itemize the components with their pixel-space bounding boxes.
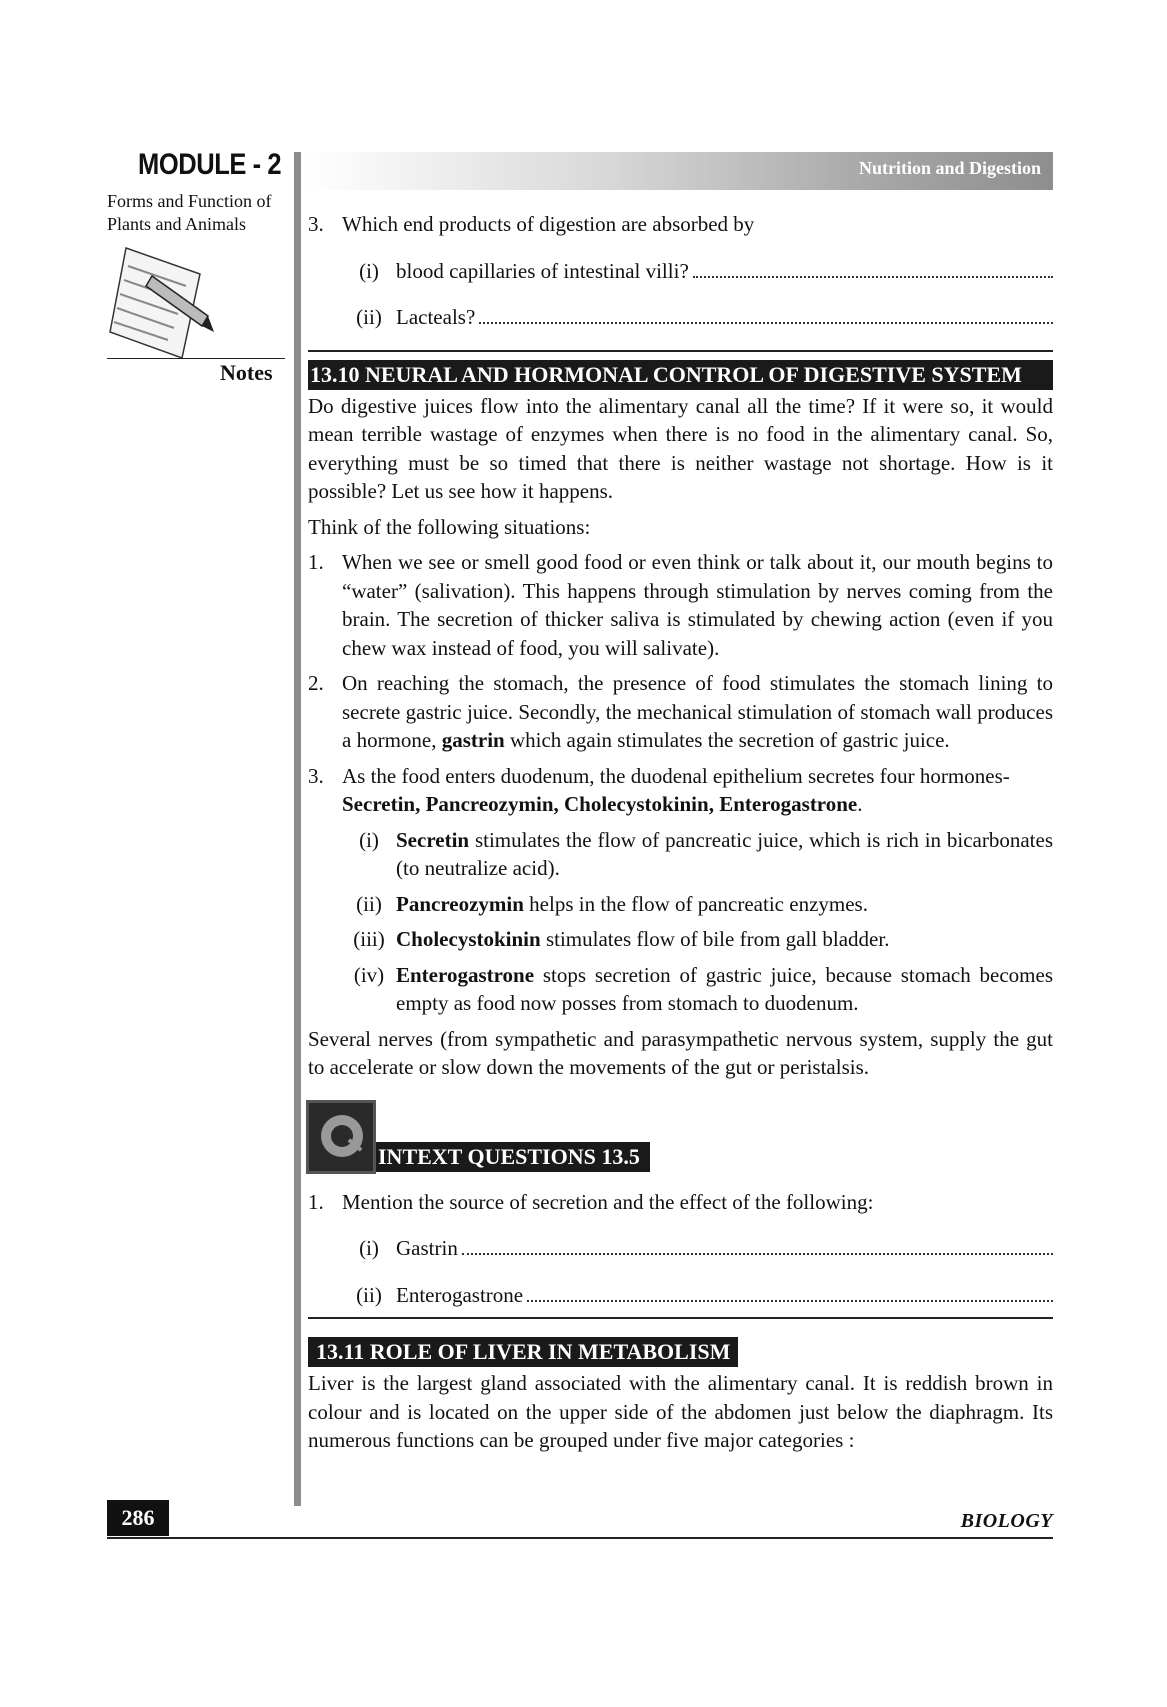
text-run: stimulates the flow of pancreatic juice, which is rich in bicarbonates (to neutralize acid). — [396, 827, 1053, 880]
notes-label: Notes — [220, 360, 273, 385]
sub-number: (i) — [359, 1236, 379, 1260]
list-item — [308, 762, 1053, 819]
item-number: 1. — [308, 550, 324, 574]
question-text: Which end products of digestion are absorbed by — [342, 212, 755, 236]
answer-dots[interactable] — [462, 1252, 1053, 1255]
paragraph: Several nerves (from sympathetic and parasympathetic nervous system, supply the gut to accelerate or slow down the movements of the gut or peristalsis. — [308, 1026, 1053, 1079]
item-number: 2. — [308, 671, 324, 695]
answer-line-i — [342, 257, 1053, 286]
sub-number: (ii) — [356, 891, 382, 916]
question-q-icon — [306, 1100, 376, 1174]
module-title: MODULE - 2 — [138, 148, 282, 181]
intext-question-1 — [308, 1188, 1053, 1217]
item-number: 3. — [308, 763, 324, 788]
answer-dots[interactable] — [479, 321, 1053, 324]
text-run: As the food enters duodenum, the duodenal epithelium secretes four hormones- — [342, 763, 1010, 788]
footer-rule — [107, 1537, 1053, 1539]
text-run: helps in the flow of pancreatic enzymes. — [523, 891, 868, 916]
sub-text: Enterogastrone — [396, 1282, 524, 1307]
term: Secretin — [396, 827, 470, 852]
text-run: On reaching the stomach, the presence of food stimulates the stomach lining to secrete gastric juice. Secondly, the mechanical stimulation of stomach wall produces a hormone, — [342, 671, 1053, 752]
paragraph: Think of the following situations: — [308, 514, 591, 539]
sub-number: (ii) — [356, 1282, 382, 1307]
list-item — [308, 669, 1053, 755]
paragraph: Liver is the largest gland associated with the alimentary canal. It is reddish brown in colour and is located on the upper side of the abdomen just below the diaphragm. Its numerous functions can be grouped under five major categories : — [308, 1371, 1053, 1452]
section-heading-13-10: 13.10 NEURAL AND HORMONAL CONTROL OF DIGESTIVE SYSTEM — [308, 360, 1053, 390]
section-rule — [308, 350, 1053, 352]
sub-number: (i) — [359, 258, 379, 283]
term: Pancreozymin — [396, 891, 524, 916]
question-number: 3. — [308, 212, 324, 236]
intext-title: INTEXT QUESTIONS 13.5 — [376, 1142, 650, 1172]
sub-text — [396, 925, 1053, 954]
sub-number: (i) — [359, 827, 379, 852]
term: Enterogastrone — [396, 962, 535, 987]
sub-item — [342, 826, 1053, 883]
module-subtitle — [107, 190, 282, 236]
notes-rule — [107, 358, 285, 359]
item-text — [342, 669, 1053, 755]
main-content — [308, 210, 1053, 1462]
text-run: . — [857, 792, 863, 816]
margin-bar — [294, 152, 301, 1506]
sub-text — [396, 961, 1053, 1018]
chapter-header — [306, 152, 1053, 190]
answer-dots[interactable] — [527, 1299, 1053, 1302]
sub-text: Lacteals? — [396, 305, 476, 329]
text-run: which again stimulates the secretion of gastric juice. — [504, 728, 950, 752]
intext-questions-header — [306, 1100, 1053, 1174]
notepad-pencil-icon — [108, 246, 218, 362]
sub-item — [342, 961, 1053, 1018]
question-number: 1. — [308, 1189, 324, 1214]
subject-label: BIOLOGY — [960, 1510, 1053, 1532]
answer-line-enterogastrone — [342, 1281, 1053, 1310]
answer-dots[interactable] — [693, 275, 1053, 278]
subtitle-line-1: Forms and Function of — [107, 191, 272, 211]
sub-item — [342, 925, 1053, 954]
chapter-title: Nutrition and Digestion — [858, 158, 1041, 178]
sub-text: blood capillaries of intestinal villi? — [396, 258, 689, 283]
answer-line-ii — [342, 303, 1053, 332]
sub-text: Gastrin — [396, 1236, 458, 1260]
item-text: When we see or smell good food or even think or talk about it, our mouth begins to “water” (salivation). This happens through stimulation by nerves coming from the brain. The secretion of thicker saliva is stimulated by chewing action (even if you chew wax instead of food, you will salivate). — [342, 550, 1053, 660]
sub-text — [396, 890, 1053, 919]
item-text — [342, 762, 1053, 819]
term: Cholecystokinin — [396, 927, 541, 951]
sub-number: (iv) — [353, 962, 385, 987]
subtitle-line-2: Plants and Animals — [107, 214, 246, 234]
sub-number: (iii) — [353, 927, 385, 951]
text-run: stops secretion of gastric juice, because stomach becomes empty as food now posses from stomach to duodenum. — [396, 962, 1053, 1015]
text-run: stimulates flow of bile from gall bladder. — [540, 927, 890, 951]
page-number: 286 — [107, 1500, 169, 1536]
question-3 — [308, 210, 1053, 239]
answer-line-gastrin — [342, 1234, 1053, 1263]
sub-text — [396, 826, 1053, 883]
question-text: Mention the source of secretion and the effect of the following: — [342, 1189, 874, 1214]
section-rule — [308, 1317, 1053, 1319]
sub-number: (ii) — [356, 305, 382, 329]
section-heading-13-11: 13.11 ROLE OF LIVER IN METABOLISM — [308, 1337, 738, 1367]
term-gastrin: gastrin — [441, 728, 505, 752]
hormone-list: Secretin, Pancreozymin, Cholecystokinin, Enterogastrone — [342, 792, 858, 816]
list-item — [308, 548, 1053, 662]
sub-item — [342, 890, 1053, 919]
paragraph: Do digestive juices flow into the alimentary canal all the time? If it were so, it would mean terrible wastage of enzymes when there is no food in the alimentary canal. So, everything must be so timed that there is neither wastage not shortage. How is it possible? Let us see how it happens. — [308, 393, 1053, 503]
